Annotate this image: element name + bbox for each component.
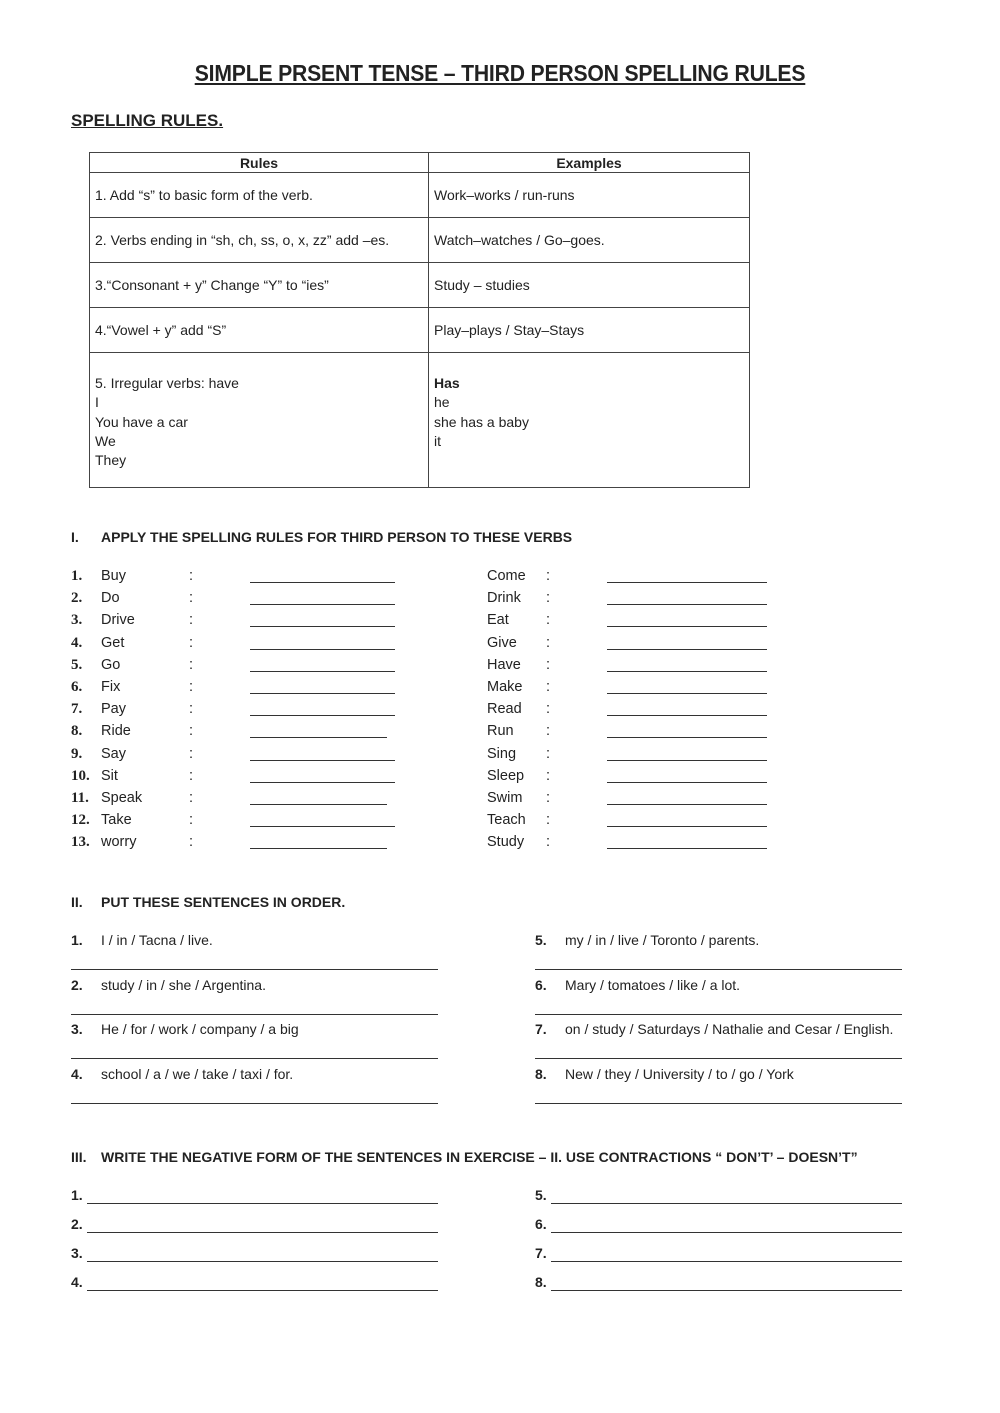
verb-row [0,632,1000,654]
colon: : [189,679,194,695]
rule-line: 5. Irregular verbs: have [95,375,239,391]
answer-blank[interactable] [607,768,767,783]
line-number: 6. [535,1216,547,1232]
verb-row [0,587,1000,609]
table-row [90,353,750,488]
answer-blank[interactable] [607,635,767,650]
example-text: Study – studies [434,277,530,293]
verb-word: Come [487,568,526,584]
colon: : [546,767,551,784]
verb-number: 7. [71,701,83,718]
answer-blank[interactable] [607,834,767,849]
verb-number: 10. [71,767,90,784]
verb-number: 13. [71,834,90,851]
answer-blank[interactable] [250,723,387,738]
answer-blank[interactable] [607,657,767,672]
example-line: it [434,432,441,449]
answer-blank[interactable] [250,590,395,605]
negative-row [535,1274,905,1294]
verb-word: Give [487,634,517,651]
answer-line[interactable] [71,1102,438,1104]
section-heading-text: WRITE THE NEGATIVE FORM OF THE SENTENCES IN EXERCISE – II. USE CONTRACTIONS “ DON’T’ – DOESN’T” [101,1149,858,1165]
sentence-number: 3. [71,1021,83,1037]
line-number: 2. [71,1216,83,1232]
sentence-text: I / in / Tacna / live. [101,932,213,948]
colon: : [546,679,551,695]
negative-row [535,1245,905,1265]
sentence-item [535,932,915,952]
answer-blank[interactable] [607,568,767,583]
colon: : [189,834,194,851]
sentence-text: Mary / tomatoes / like / a lot. [565,976,741,993]
verb-row [0,565,1000,587]
table-row [90,308,750,353]
section-heading-text: PUT THESE SENTENCES IN ORDER. [101,894,346,910]
verb-row [0,787,1000,809]
rule-cell [90,263,429,308]
verb-row [0,698,1000,720]
sentence-item [71,1021,451,1041]
verb-row [0,743,1000,765]
rule-cell [90,353,429,488]
table-header-examples: Examples [429,153,750,173]
verb-word: Do [101,590,120,607]
answer-line[interactable] [551,1202,902,1204]
rule-line: You have a car [95,413,188,430]
rule-text: 3.“Consonant + y” Change “Y” to “ies” [95,277,329,293]
answer-line[interactable] [551,1231,902,1233]
sentence-item [71,977,451,997]
answer-line[interactable] [535,1102,902,1104]
verb-word: Go [101,656,121,673]
example-cell [429,308,750,353]
answer-blank[interactable] [607,679,767,694]
colon: : [546,812,551,829]
verb-word: Eat [487,612,509,629]
answer-blank[interactable] [250,768,395,783]
section-2-heading [71,894,345,910]
sentence-text: school / a / we / take / taxi / for. [101,1065,294,1082]
rule-cell [90,308,429,353]
rule-line: They [95,452,127,469]
verb-word: Buy [101,568,126,584]
answer-blank[interactable] [607,790,767,805]
sentence-item [71,932,451,952]
answer-line[interactable] [535,1013,902,1015]
colon: : [189,701,194,718]
colon: : [189,634,194,651]
verb-row [0,765,1000,787]
verb-word: Have [487,656,521,673]
negative-row [71,1216,441,1236]
answer-line[interactable] [87,1231,438,1233]
verb-word: Pay [101,701,126,718]
verb-word: worry [101,834,137,851]
verb-row [0,609,1000,631]
colon: : [189,745,194,762]
colon: : [189,590,194,607]
rule-line: We [95,432,116,449]
answer-line[interactable] [535,1057,902,1059]
line-number: 5. [535,1187,547,1203]
negative-row [71,1245,441,1265]
section-heading-text: APPLY THE SPELLING RULES FOR THIRD PERSON TO THESE VERBS [101,529,573,545]
answer-line[interactable] [551,1260,902,1262]
colon: : [546,834,551,851]
colon: : [546,723,551,740]
answer-blank[interactable] [250,568,395,583]
verb-word: Teach [487,812,526,829]
answer-line[interactable] [551,1289,902,1291]
colon: : [546,590,551,607]
verb-row [0,676,1000,698]
sentence-number: 2. [71,976,83,993]
sentence-number: 5. [535,932,547,948]
verb-word: Drive [101,612,135,629]
rule-text: 1. Add “s” to basic form of the verb. [95,187,313,203]
answer-blank[interactable] [250,834,387,849]
sentence-number: 6. [535,976,547,993]
verb-number: 12. [71,812,90,829]
verb-word: Read [487,701,522,718]
section-numeral: I. [71,529,79,545]
sentence-item [71,1066,451,1086]
sentence-item [535,1066,915,1086]
sentence-number: 8. [535,1065,547,1082]
example-cell [429,263,750,308]
section-subtitle: SPELLING RULES. [71,111,224,130]
colon: : [546,612,551,629]
sentence-text: study / in / she / Argentina. [101,976,266,993]
verb-word: Ride [101,723,131,740]
verb-word: Drink [487,590,521,607]
example-text: Work–works / run-runs [434,187,575,203]
verb-number: 9. [71,745,83,762]
answer-blank[interactable] [250,612,395,627]
answer-blank[interactable] [607,746,767,761]
sentence-text: on / study / Saturdays / Nathalie and Cesar / English. [565,1021,894,1037]
section-numeral: II. [71,894,83,910]
example-cell [429,218,750,263]
answer-line[interactable] [87,1202,438,1204]
answer-line[interactable] [71,1013,438,1015]
negative-row [535,1216,905,1236]
answer-blank[interactable] [607,812,767,827]
verb-word: Run [487,723,514,740]
sentence-number: 7. [535,1021,547,1037]
sentence-text: New / they / University / to / go / York [565,1065,794,1082]
answer-blank[interactable] [250,657,395,672]
line-number: 4. [71,1274,83,1290]
sentence-item [535,1021,915,1041]
verb-row [0,720,1000,742]
section-numeral: III. [71,1149,87,1165]
answer-blank[interactable] [607,590,767,605]
colon: : [546,634,551,651]
sentence-number: 1. [71,932,83,948]
verb-word: Sit [101,767,118,784]
line-number: 1. [71,1187,83,1203]
verb-number: 5. [71,656,83,673]
verb-word: Swim [487,790,523,806]
rule-text: 2. Verbs ending in “sh, ch, ss, o, x, zz” add –es. [95,232,390,248]
rule-line: I [95,394,99,411]
example-cell [429,353,750,488]
colon: : [546,790,551,806]
verb-row [0,809,1000,831]
verb-row [0,831,1000,853]
negative-row [535,1187,905,1207]
verb-number: 2. [71,590,83,607]
colon: : [189,612,194,629]
answer-blank[interactable] [250,679,395,694]
spelling-rules-table [89,152,750,488]
negative-row [71,1274,441,1294]
answer-line[interactable] [535,968,902,970]
line-number: 7. [535,1245,547,1261]
verb-number: 4. [71,634,83,651]
example-text: Watch–watches / Go–goes. [434,232,605,248]
colon: : [546,745,551,762]
colon: : [546,568,551,584]
line-number: 3. [71,1245,83,1261]
answer-blank[interactable] [607,612,767,627]
verb-word: Fix [101,679,121,695]
example-line: she has a baby [434,413,529,430]
answer-line[interactable] [87,1260,438,1262]
example-text: Play–plays / Stay–Stays [434,322,585,338]
line-number: 8. [535,1274,547,1290]
table-header-rules: Rules [90,153,429,173]
example-cell [429,173,750,218]
answer-line[interactable] [87,1289,438,1291]
rule-cell [90,173,429,218]
negative-row [71,1187,441,1207]
verb-number: 8. [71,723,83,740]
verb-word: Take [101,812,132,829]
colon: : [189,812,194,829]
verb-word: Make [487,679,523,695]
rule-cell [90,218,429,263]
answer-blank[interactable] [250,812,395,827]
colon: : [189,767,194,784]
answer-blank[interactable] [250,790,387,805]
example-line: he [434,394,450,411]
colon: : [189,723,194,740]
verb-number: 3. [71,612,83,629]
section-3-heading [71,1149,858,1165]
answer-blank[interactable] [250,746,395,761]
example-line: Has [434,375,460,391]
verb-word: Speak [101,790,143,806]
answer-blank[interactable] [250,701,395,716]
verb-word: Sing [487,745,517,762]
verb-word: Sleep [487,767,525,784]
answer-blank[interactable] [607,723,767,738]
colon: : [189,568,194,584]
table-row [90,173,750,218]
answer-line[interactable] [71,968,438,970]
page-title: SIMPLE PRSENT TENSE – THIRD PERSON SPELLING RULES [194,60,806,86]
verb-number: 11. [71,790,89,806]
colon: : [546,656,551,673]
sentence-text: He / for / work / company / a big [101,1021,299,1037]
colon: : [189,790,194,806]
rule-text: 4.“Vowel + y” add “S” [95,322,227,338]
colon: : [546,701,551,718]
colon: : [189,656,194,673]
sentence-text: my / in / live / Toronto / parents. [565,932,760,948]
verb-word: Get [101,634,125,651]
verb-number: 6. [71,679,83,695]
answer-blank[interactable] [607,701,767,716]
section-1-heading [71,529,572,545]
table-row [90,218,750,263]
sentence-number: 4. [71,1065,83,1082]
verb-number: 1. [71,568,83,584]
verb-row [0,654,1000,676]
answer-blank[interactable] [250,635,395,650]
answer-line[interactable] [71,1057,438,1059]
table-row [90,263,750,308]
verb-word: Study [487,834,525,851]
verb-word: Say [101,745,126,762]
sentence-item [535,977,915,997]
